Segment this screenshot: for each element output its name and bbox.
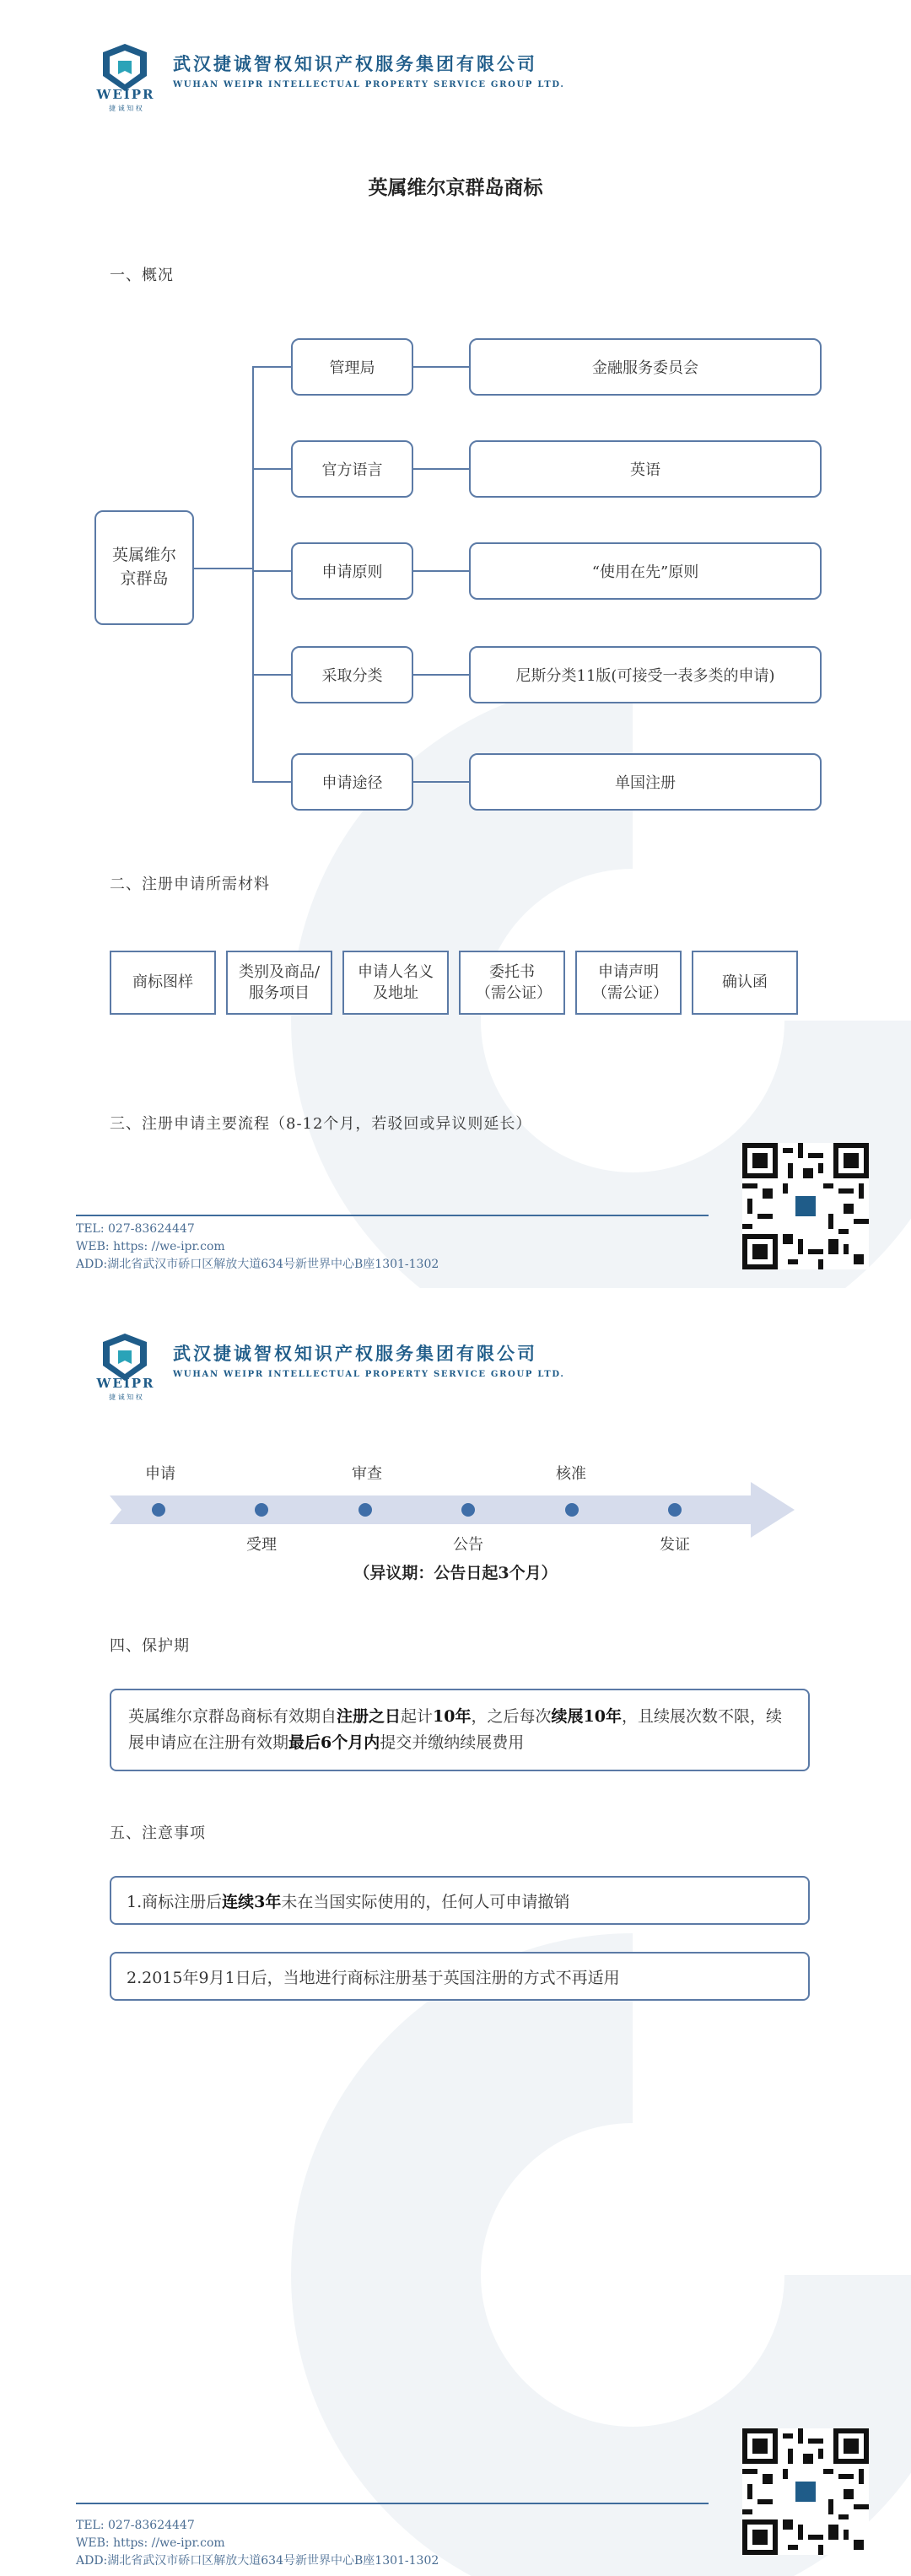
label-principle: 申请原则	[291, 542, 413, 600]
value-authority: 金融服务委员会	[469, 338, 822, 396]
document-title: 英属维尔京群岛商标	[368, 176, 543, 199]
timeline-step-examine: 审查	[352, 1465, 382, 1483]
material-applicant: 申请人名义及地址	[342, 951, 449, 1015]
timeline-step-accept: 受理	[246, 1536, 277, 1554]
footer-divider	[76, 1215, 709, 1216]
company-logo-icon	[100, 42, 150, 93]
connector-label-value	[413, 674, 469, 676]
company-name-en: WUHAN WEIPR INTELLECTUAL PROPERTY SERVICE GROUP LTD.	[173, 80, 565, 89]
footer-address: ADD:湖北省武汉市硚口区解放大道634号新世界中心B座1301-1302	[76, 1258, 439, 1271]
qr-code	[742, 1143, 869, 1269]
timeline-step-certify: 发证	[660, 1536, 690, 1554]
notice-2: 2.2015年9月1日后，当地进行商标注册基于英国注册的方式不再适用	[110, 1952, 810, 2001]
logo-text: WEIPR	[96, 87, 155, 102]
root-node: 英属维尔京群岛	[94, 510, 194, 625]
timeline-step-approve: 核准	[556, 1465, 586, 1483]
footer-web: WEB: https: //we-ipr.com	[76, 1240, 225, 1253]
section4-heading: 四、保护期	[110, 1637, 190, 1655]
value-route: 单国注册	[469, 753, 822, 811]
timeline-step-publish: 公告	[453, 1536, 483, 1554]
value-principle: “使用在先”原则	[469, 542, 822, 600]
connector-label-value	[413, 468, 469, 470]
timeline-dot	[565, 1503, 579, 1517]
timeline-step-apply: 申请	[145, 1465, 175, 1483]
connector-branch	[252, 468, 291, 470]
footer-contact	[76, 1221, 439, 1274]
footer-contact	[76, 2517, 439, 2570]
timeline-dot	[152, 1503, 165, 1517]
timeline-dot	[255, 1503, 268, 1517]
connector-vertical	[252, 366, 254, 783]
notice-1: 1.商标注册后 连续3年 未在当国实际使用的，任何人可申请撤销	[110, 1876, 810, 1925]
company-name-en: WUHAN WEIPR INTELLECTUAL PROPERTY SERVICE GROUP LTD.	[173, 1370, 565, 1379]
protection-period-text: 英属维尔京群岛商标有效期自注册之日起计10年，之后每次续展10年，且续展次数不限，续展申请应在注册有效期最后6个月内提交并缴纳续展费用	[128, 1706, 782, 1752]
material-declaration: 申请声明（需公证）	[575, 951, 682, 1015]
label-classification: 采取分类	[291, 646, 413, 703]
label-route: 申请途径	[291, 753, 413, 811]
label-language: 官方语言	[291, 440, 413, 498]
opposition-note: （异议期：公告日起3个月）	[353, 1564, 558, 1582]
section5-heading: 五、注意事项	[110, 1824, 206, 1842]
connector-branch	[252, 674, 291, 676]
connector-label-value	[413, 781, 469, 783]
timeline-arrow	[110, 1480, 797, 1539]
footer-tel: TEL: 027-83624447	[76, 1222, 195, 1236]
connector-label-value	[413, 570, 469, 572]
connector-branch	[252, 366, 291, 368]
logo-text: WEIPR	[96, 1376, 155, 1391]
page-2	[0, 1288, 911, 2576]
value-language: 英语	[469, 440, 822, 498]
footer-address: ADD:湖北省武汉市硚口区解放大道634号新世界中心B座1301-1302	[76, 2554, 439, 2568]
company-name-cn: 武汉捷诚智权知识产权服务集团有限公司	[173, 53, 537, 74]
footer-divider	[76, 2503, 709, 2504]
timeline-dot	[461, 1503, 475, 1517]
material-confirmation: 确认函	[692, 951, 798, 1015]
section1-heading: 一、概况	[110, 267, 174, 284]
footer-tel: TEL: 027-83624447	[76, 2519, 195, 2532]
section3-heading: 三、注册申请主要流程（8-12个月，若驳回或异议则延长）	[110, 1115, 532, 1133]
logo-subtext: 捷 诚 知 权	[109, 105, 143, 112]
protection-period-box	[110, 1689, 810, 1771]
timeline-dot	[668, 1503, 682, 1517]
connector-label-value	[413, 366, 469, 368]
logo-subtext: 捷 诚 知 权	[109, 1393, 143, 1401]
company-logo-icon	[100, 1332, 150, 1382]
label-authority: 管理局	[291, 338, 413, 396]
qr-code	[742, 2428, 869, 2555]
footer-web: WEB: https: //we-ipr.com	[76, 2536, 225, 2550]
timeline-dot	[358, 1503, 372, 1517]
company-name-cn: 武汉捷诚智权知识产权服务集团有限公司	[173, 1343, 537, 1364]
material-class: 类别及商品/服务项目	[226, 951, 332, 1015]
connector-branch	[252, 570, 291, 572]
material-poa: 委托书（需公证）	[459, 951, 565, 1015]
connector-branch	[252, 781, 291, 783]
material-trademark: 商标图样	[110, 951, 216, 1015]
connector-root	[192, 568, 253, 569]
section2-heading: 二、注册申请所需材料	[110, 876, 270, 893]
value-classification: 尼斯分类11版(可接受一表多类的申请)	[469, 646, 822, 703]
